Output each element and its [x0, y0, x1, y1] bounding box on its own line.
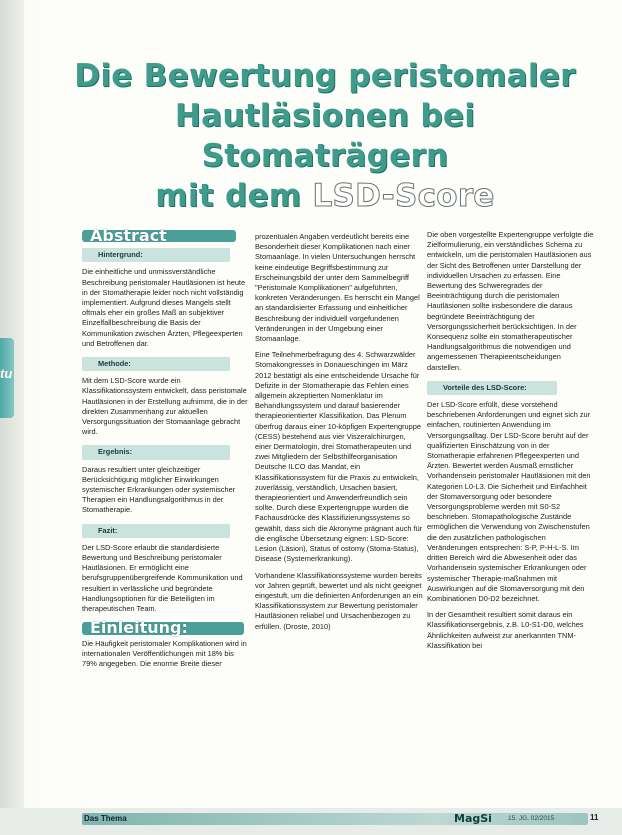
- article-title: [70, 56, 580, 216]
- einleitung-text: Die Häufigkeit peristomaler Komplikationen wird in internationalen Veröffentlichungen mit 18% bis 79% angegeben. Die enorme Breite dieser: [82, 638, 247, 668]
- fazit-text: Der LSD-Score erlaubt die standardisierte Bewertung und Beschreibung peristomaler Hautläsionen. Er ermöglicht eine berufsgruppenübergreifende Kommunikation und resultiert in verlässliche und begründete Handlungsoptionen für die Beteiligten im therapeutischen Team.: [82, 542, 243, 614]
- einleitung-header: Einleitung:: [82, 622, 244, 634]
- col2-paragraph-3: Vorhandene Klassifikationssysteme wurden bereits vor Jahren geprüft, bewertet und als nicht geeignet eingestuft, um die definierten Anforderungen an ein Klassifikationssystem zur Bewertung peristomaler Hautläsionen reliabel und Ursachenbezogen zu erfüllen. (Droste, 2010): [255, 570, 423, 631]
- ergebnis-label: Ergebnis:: [82, 445, 230, 459]
- col3-paragraph-1: Die oben vorgestellte Expertengruppe verfolgte die Zielformulierung, ein verständliches Schema zu entwickeln, um die peristomalen Hautläsionen aus der Sicht des Betroffenen unter Darstellung der individuellen Ursachen zu erfassen. Eine Bewertung des Schweregrades der Beeinträchtigung durch die peristomalen Hautläsionen sollte insbesondere die daraus begründete Beeinträchtigung der Versorgungssicherheit berücksichtigen. In der Konsequenz sollte ein stomatherapeutischer Handlungsalgorithmus die notwendigen und angemessenen Therapieentscheidungen darstellen.: [427, 230, 594, 372]
- title-line-3: [70, 176, 580, 216]
- column-2: [255, 232, 423, 638]
- abstract-header: Abstract: [82, 230, 236, 242]
- vorteile-label: Vorteile des LSD-Score:: [427, 381, 557, 395]
- ergebnis-text: Daraus resultiert unter gleichzeitiger Berücksichtigung möglicher Einwirkungen systemischer Erkrankungen oder systemischer Therapien ein Handlungsalgorithmus in der Stomatherapie.: [82, 464, 236, 515]
- col2-paragraph-1: prozentualen Angaben verdeutlicht bereits eine Besonderheit dieser Komplikationen nach einer Stomaanlage. In vielen Untersuchungen herrscht keine eindeutige Begriffsbestimmung zur Erscheinungsbild der unter dem Sammelbegriff "Peristomale Komplikationen" aufgeführten, konkreten Veränderungen. Es herrscht ein Mangel an standardisierter Erfassung und einheitlicher Beschreibung der individuell vorgefundenen Veränderungen in der Umgebung einer Stomaanlage.: [255, 232, 420, 344]
- col2-paragraph-2: Eine Teilnehmerbefragung des 4. Schwarzwälder Stomakongresses in Donaueschingen im März 2012 bestätigt als eine entscheidende Ursache für Defizite in der Stomatherapie das Fehlen eines allgemein akzeptierten Nomenklatur im Behandlungssystem und darauf basierender therapieorientierter Klassifikation. Das Plenum überfrug daraus einer 10-köpfigen Expertengruppe (CESS) bestehend aus vier Viszeralchirurgen, einer Dermatologin, drei Stomatherapeuten und zwei Mitgliedern der Selbsthilfeorganisation Deutsche ILCO das Mandat, ein Klassifikationssystem für die Praxis zu entwickeln, zuverlässig, verständlich, Ursachen basiert, therapieorientiert und Anwenderfreundlich sein sollte. Durch diese Expertengruppe wurden die Fachausdrücke des Klassifizierungssystems so gewählt, dass sich die Akronyme prägnant auch für die englische Übersetzung eignen: LSD-Score: Lesion (Läsion), Status of ostomy (Stoma-Status), Disease (Systemerkrankung).: [255, 350, 423, 564]
- footer-section: Das Thema: [84, 814, 127, 823]
- page-number: 11: [590, 813, 599, 822]
- methode-text: Mit dem LSD-Score wurde ein Klassifikationssystem entwickelt, dass peristomale Hautläsionen in der Erstellung aufnimmt, die in der direkten Zusammenhang zur aktuellen Versorgungssituation der Stomaanlage gebracht wird.: [82, 376, 248, 437]
- col3-paragraph-2: Der LSD-Score erfüllt, diese vorstehend beschriebenen Anforderungen und eignet sich zur einfachen, routinierten Anwendung im Versorgungsalltag. Der LSD-Score beruht auf der qualifizierten Einschätzung von in der Stomatherapie erfahrenen Pflegeexperten und Ärzten. Bewertet werden Ausmaß ernstlicher Vorhandensein peristomaler Hautläsionen mit den Kategorien L0-L3. Die Sicherheit und Einfachheit der Stomaversorgung oder besondere Versorgungsprobleme werden mit S0-S2 beschrieben. Stomapathologische Zustände ermöglichen die Verwendung von Zwischenstufen die den zusätzlichen pathologischen Veränderungen entsprechen: S-P, P-H-L-S. Im dritten Bereich wird die Abwesenheit oder das Vorhandensein systemischer Erkrankungen oder systemischer Therapie-maßnahmen mit Auswirkungen auf die Stomaversorgung mit den Kombinationen D0-D2 bezeichnet.: [427, 400, 591, 603]
- methode-label: Methode:: [82, 357, 230, 371]
- column-3: [427, 230, 595, 657]
- title-lsd-score: LSD-Score: [312, 178, 495, 214]
- column-1: [82, 226, 248, 675]
- side-tab-letters: tu: [0, 366, 13, 381]
- title-line-1: Die Bewertung peristomaler: [74, 58, 576, 94]
- title-line-3-prefix: mit dem: [155, 178, 302, 214]
- footer-magazine: MagSi: [454, 812, 492, 825]
- hintergrund-label: Hintergrund:: [82, 248, 230, 262]
- footer-issue: 15. JG. 02/2015: [508, 815, 555, 822]
- fazit-label: Fazit:: [82, 524, 230, 538]
- title-line-2: Hautläsionen bei Stomaträgern: [174, 98, 476, 174]
- hintergrund-text: Die einheitliche und unmissverständliche Beschreibung peristomaler Hautläsionen ist heute in der Stomatherapie leider noch nicht vollständig implementiert. Aufgrund dieses Mangels stellt oftmals eher ein großes Maß an subjektiver Einzelfallbeschreibung die Basis der Kommunikation zwischen Ärzten, Pflegeexperten und Betroffenen dar.: [82, 267, 246, 348]
- col3-paragraph-3: In der Gesamtheit resultiert somit daraus ein Klassifikationsergebnis, z.B. L0-S1-D0, welches Ähnlichkeiten aufweist zur anerkannten TNM-Klassifikation bei: [427, 610, 584, 650]
